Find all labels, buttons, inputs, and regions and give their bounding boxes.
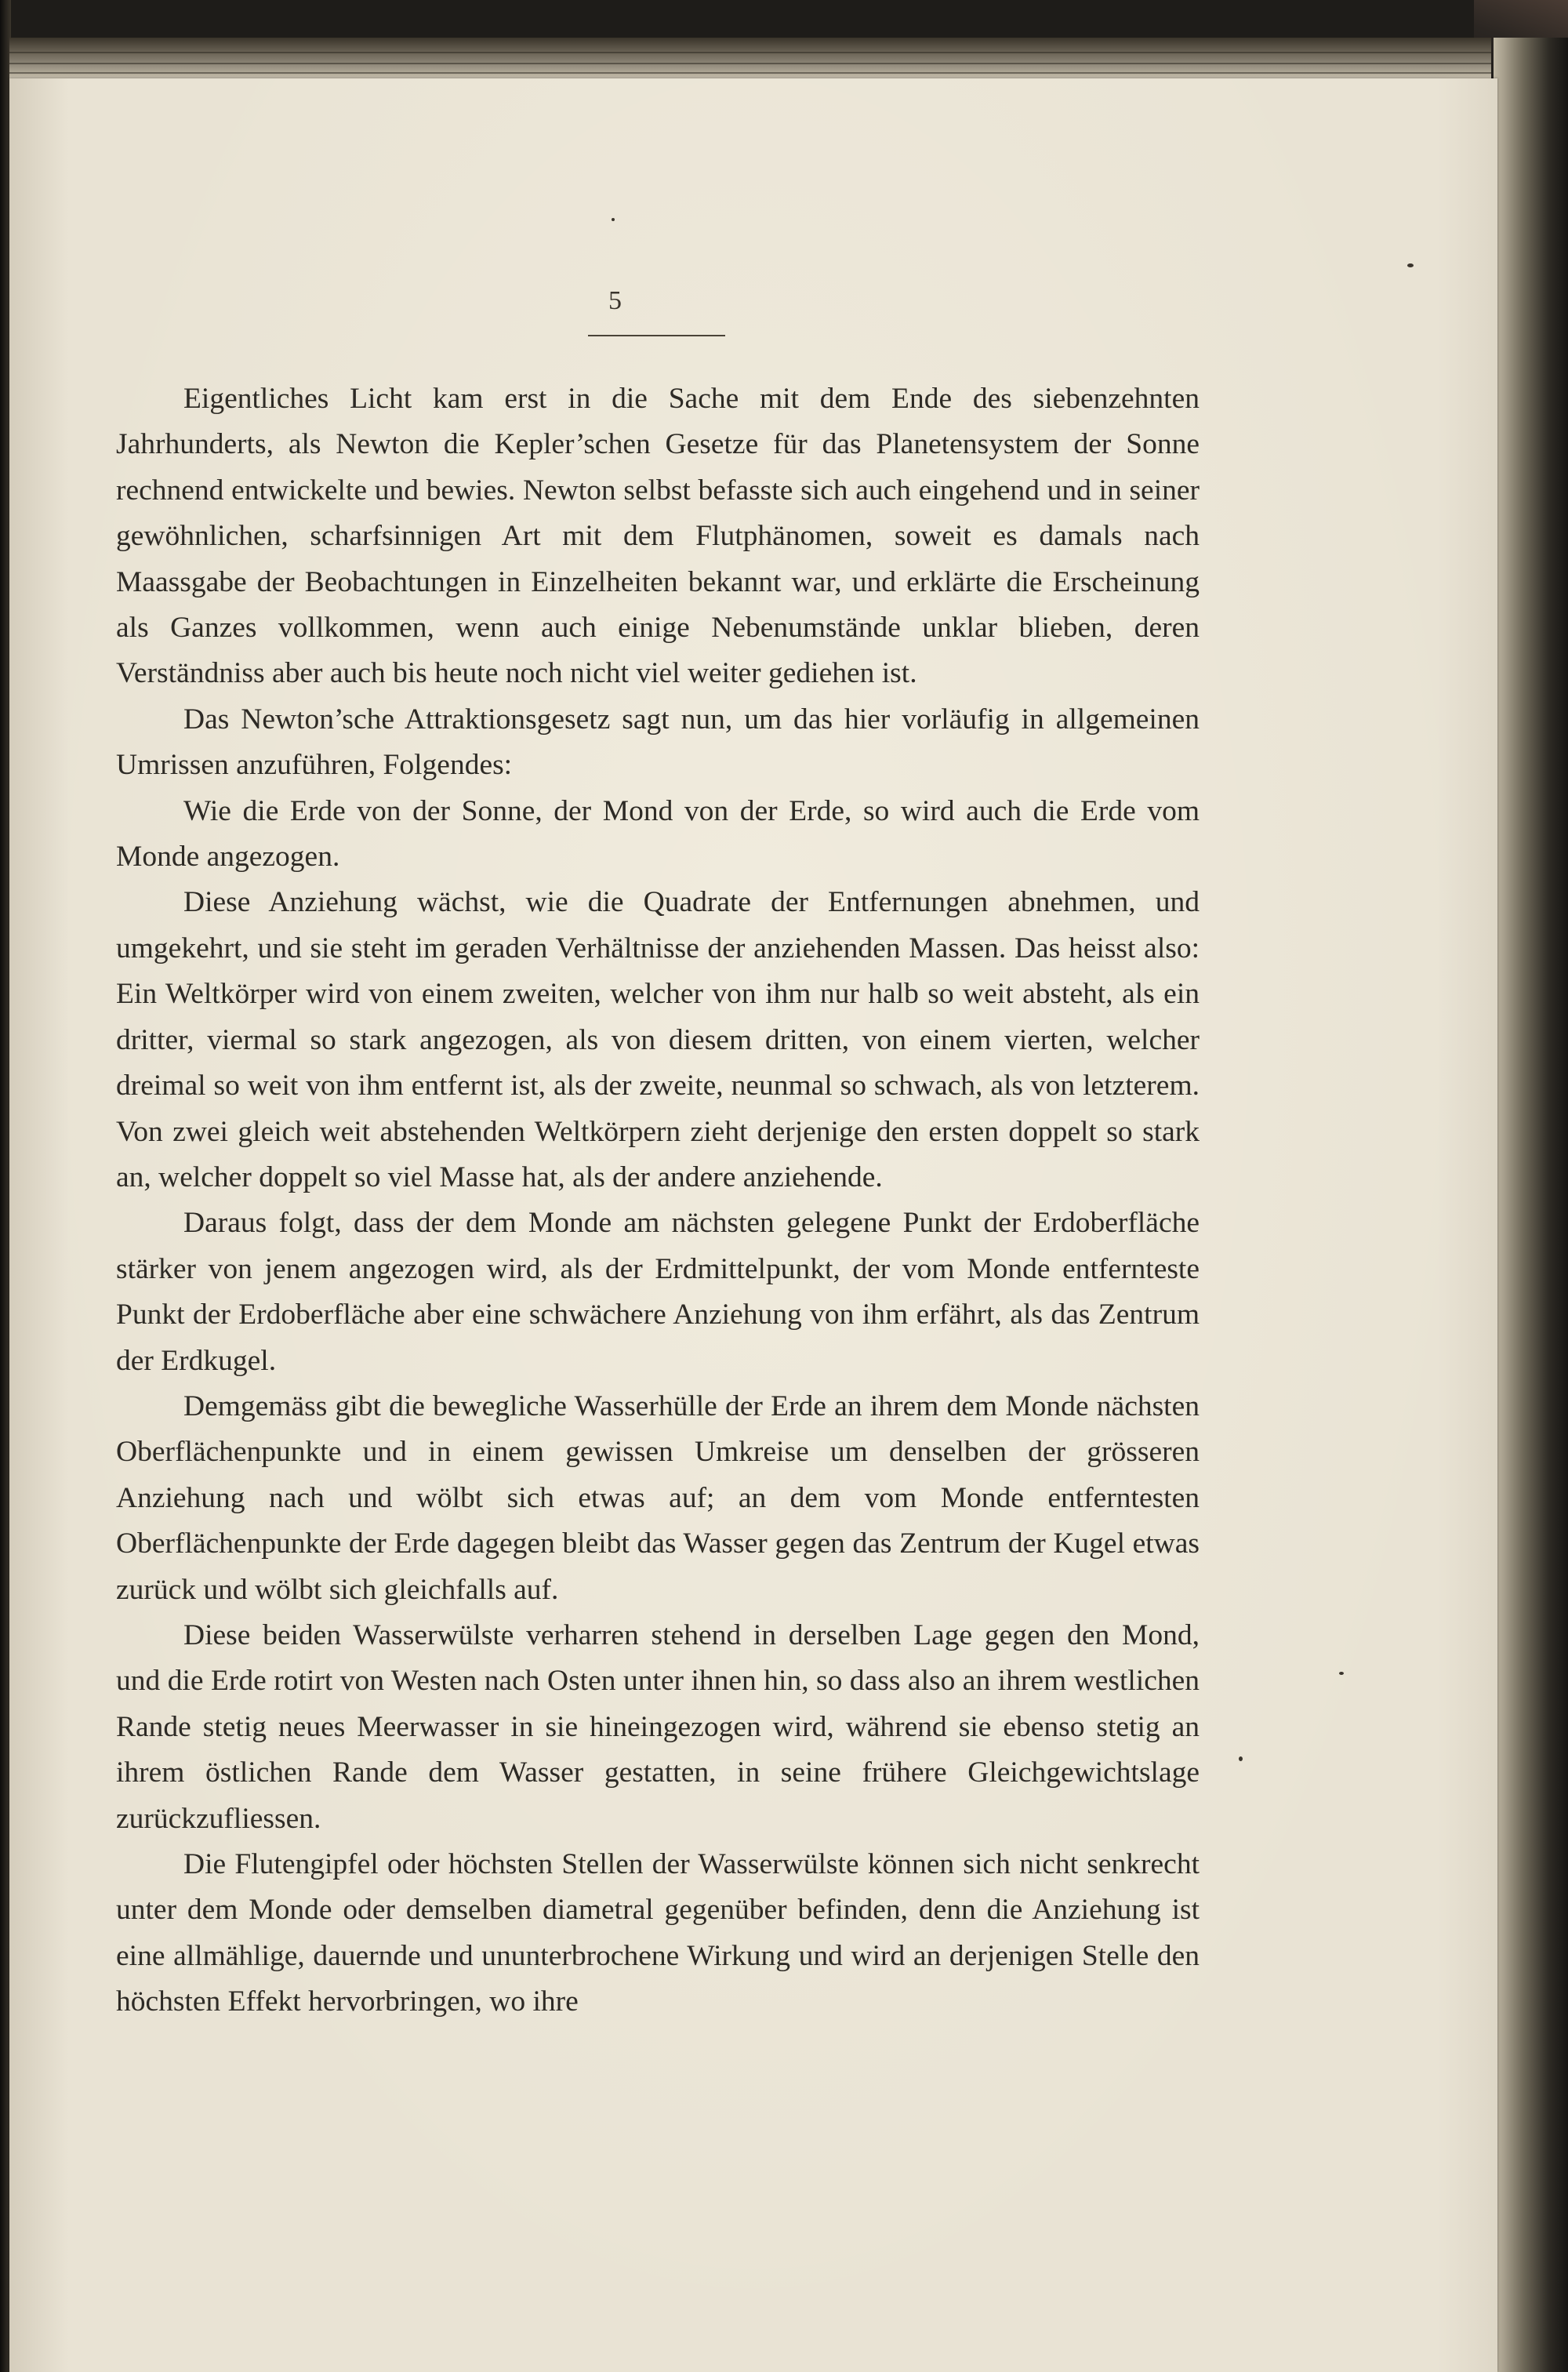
paragraph: Eigentliches Licht kam erst in die Sache mit dem Ende des siebenzehnten Jahrhunderts, als Newton die Kepler’schen Gesetze für das Planetensystem der Sonne rechnend entwickelte und bewies. Newton selbst befasste sich auch eingehend und in seiner gewöhnlichen, scharfsinnigen Art mit dem Flutphänomen, soweit es damals nach Maassgabe der Beobachtungen in Einzelheiten bekannt war, und erklärte die Erscheinung als Ganzes vollkommen, wenn auch einige Nebenumstände unklar blieben, deren Verständniss aber auch bis heute noch nicht viel weiter gediehen ist. (116, 383, 1200, 690)
paragraph: Daraus folgt, dass der dem Monde am nächsten gelegene Punkt der Erdoberfläche stärker von jenem angezogen wird, als der Erdmittelpunkt, der vom Monde entfernteste Punkt der Erdoberfläche aber eine schwächere Anziehung von ihm erfährt, als das Zentrum der Erdkugel. (116, 1207, 1200, 1377)
page-edge-right (1494, 38, 1568, 2372)
paragraph: Demgemäss gibt die bewegliche Wasserhülle der Erde an ihrem dem Monde nächsten Oberflächenpunkte und in einem gewissen Umkreise um denselben der grösseren Anziehung nach und wölbt sich etwas auf; an dem vom Monde entferntesten Oberflächenpunkte der Erde dagegen bleibt das Wasser gegen das Zentrum der Kugel etwas zurück und wölbt sich gleichfalls auf. (116, 1389, 1200, 1606)
paragraph: Diese beiden Wasserwülste verharren stehend in derselben Lage gegen den Mond, und die Erde rotirt von Westen nach Osten unter ihnen hin, so dass also an ihrem westlichen Rande stetig neues Meerwasser in sie hineingezogen wird, während sie ebenso stetig an ihrem östlichen Rande dem Wasser gestatten, in seine frühere Gleichgewichtslage zurückzufliessen. (116, 1618, 1200, 1835)
paragraph: Die Flutengipfel oder höchsten Stellen der Wasserwülste können sich nicht senkrecht unter dem Monde oder demselben diametral gegenüber befinden, denn die Anziehung ist eine allmählige, dauernde und ununterbrochene Wirkung und wird an derjenigen Stelle den höchsten Effekt hervorbringen, wo ihre (116, 1848, 1200, 2018)
paragraph: Diese Anziehung wächst, wie die Quadrate der Entfernungen abnehmen, und umgekehrt, und sie steht im geraden Verhältnisse der anziehenden Massen. Das heisst also: Ein Weltkörper wird von einem zweiten, welcher von ihm nur halb so weit absteht, als ein dritter, viermal so stark angezogen, als von diesem dritten, von einem vierten, welcher dreimal so weit von ihm entfernt ist, als der zweite, neunmal so schwach, als von letzterem. Von zwei gleich weit abstehenden Weltkörpern zieht derjenige den ersten doppelt so stark an, welcher doppelt so viel Masse hat, als der andere anziehende. (116, 886, 1200, 1193)
paragraph: Das Newton’sche Attraktionsgesetz sagt nun, um das hier vorläufig in allgemeinen Umrissen anzuführen, Folgendes: (116, 703, 1200, 782)
page-number: 5 (608, 286, 622, 315)
body-text (116, 376, 1200, 2025)
page-edge-top (9, 38, 1491, 82)
paragraph: Wie die Erde von der Sonne, der Mond von der Erde, so wird auch die Erde vom Monde angezogen. (116, 794, 1200, 874)
page-number-rule (588, 335, 725, 336)
